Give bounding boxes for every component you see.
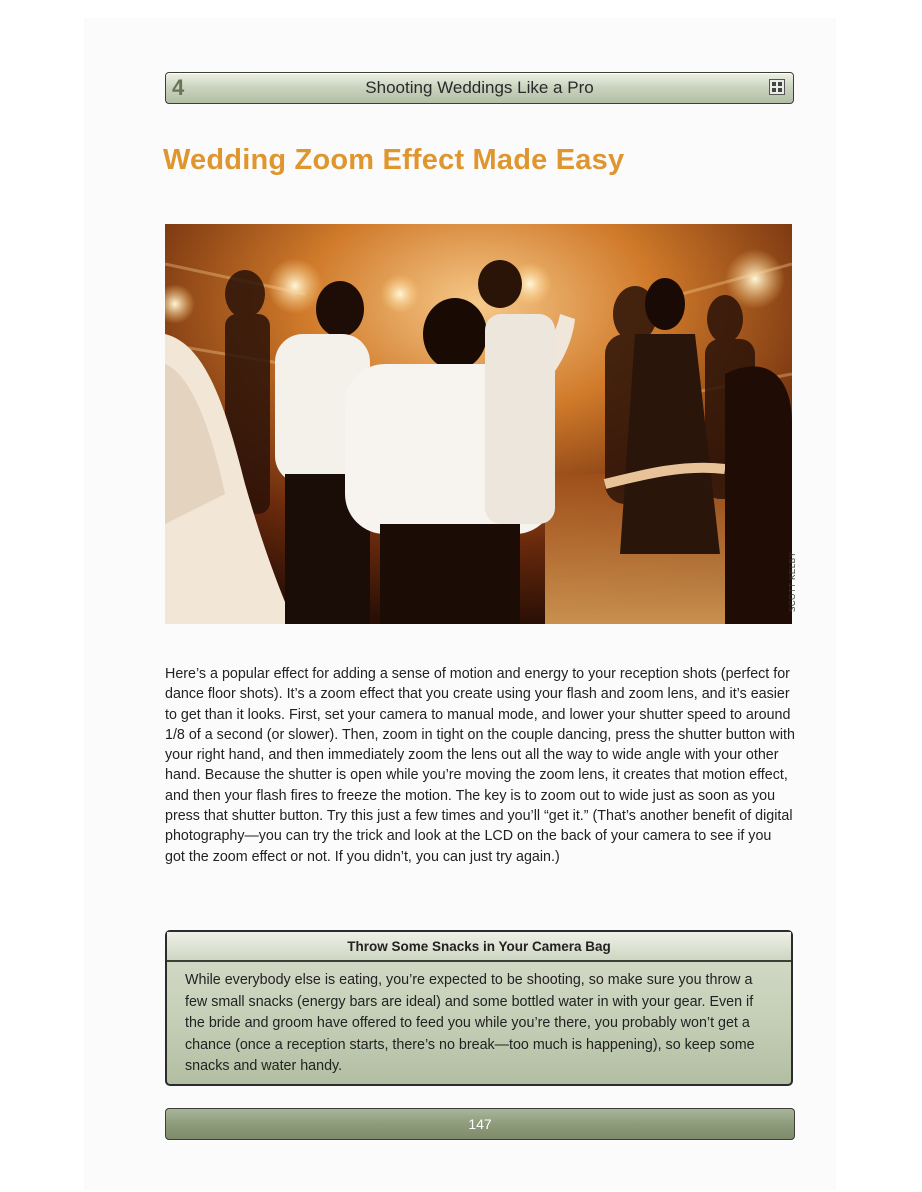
grid-icon bbox=[769, 79, 785, 95]
tip-text: While everybody else is eating, you’re expected to be shooting, so make sure you throw a few small snacks (energy bars are ideal) and some bottled water in with your gear. Even if the bride and groom have offered to feed you while you’re there, you probably won’t get a chance (once a reception starts, there’s no break—too much is happening), so keep some snacks and water handy. bbox=[185, 972, 755, 1074]
chapter-title: Shooting Weddings Like a Pro bbox=[365, 78, 594, 97]
tip-title: Throw Some Snacks in Your Camera Bag bbox=[347, 939, 611, 954]
page-number: 147 bbox=[468, 1116, 492, 1132]
tip-box bbox=[165, 930, 793, 1086]
body-paragraph: Here’s a popular effect for adding a sense of motion and energy to your reception shots (perfect for dance floor shots). It’s a zoom effect that you create using your flash and zoom lens, and it’s easier to get than it looks. First, set your camera to manual mode, and lower your shutter speed to around 1/8 of a second (or slower). Then, zoom in tight on the couple dancing, press the shutter button with your right hand, and then immediately zoom the lens out all the way to wide angle with your other hand. Because the shutter is open while you’re moving the zoom lens, it creates that motion effect, and then your flash fires to freeze the motion. The key is to zoom out to wide just as soon as you press that shutter button. Try this just a few times and you’ll “get it.” (That’s another benefit of digital photography—you can try the trick and look at the LCD on the back of your camera to see if you got the zoom effect or not. If you didn’t, you can just try again.) bbox=[165, 666, 795, 865]
section-title: Wedding Zoom Effect Made Easy bbox=[163, 144, 625, 176]
chapter-header-bar bbox=[165, 72, 794, 104]
chapter-number: 4 bbox=[172, 75, 185, 100]
tip-header bbox=[167, 932, 791, 962]
photo-credit: SCOTT KELBY bbox=[788, 551, 797, 612]
reception-dance-photo bbox=[165, 224, 792, 624]
footer-bar bbox=[165, 1108, 795, 1140]
